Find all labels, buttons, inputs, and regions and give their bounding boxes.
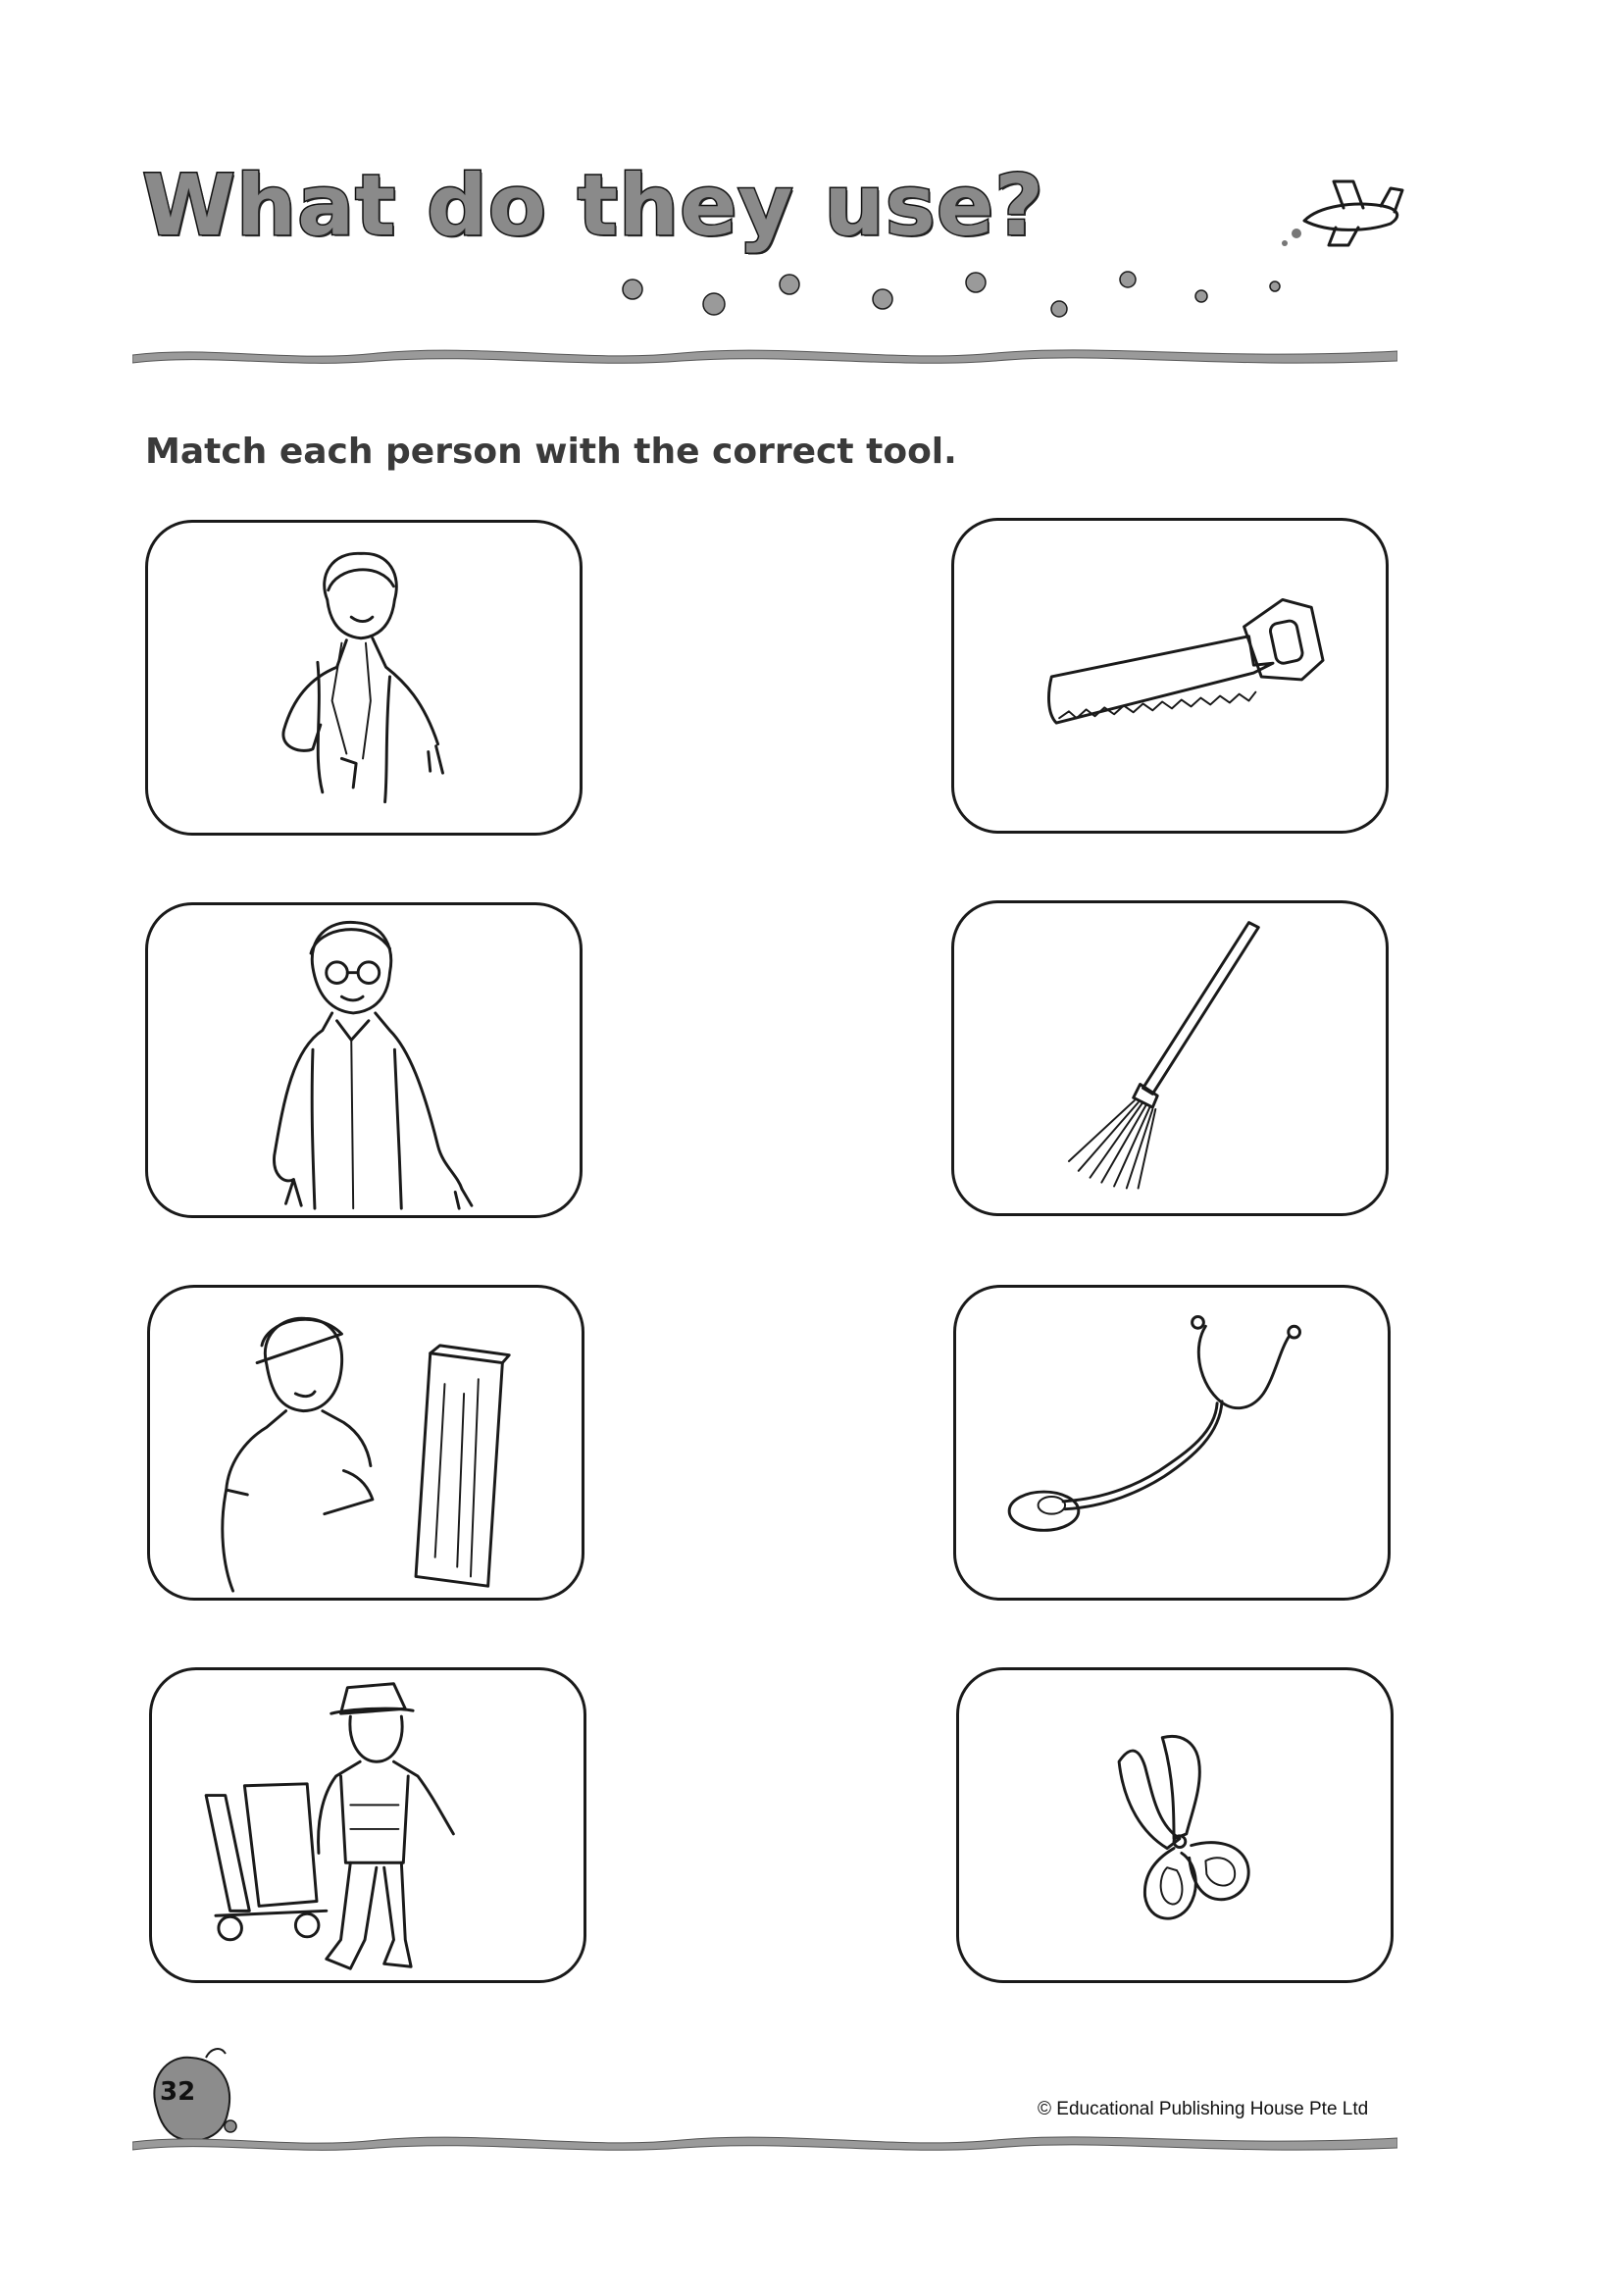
person-card-road-sweeper[interactable] — [149, 1667, 586, 1983]
tailor-icon — [148, 523, 580, 833]
carpenter-icon — [150, 1288, 582, 1598]
tool-card-scissors[interactable] — [956, 1667, 1394, 1983]
airplane-icon — [1275, 167, 1412, 255]
stethoscope-icon — [956, 1288, 1388, 1598]
copyright-notice: © Educational Publishing House Pte Ltd — [1038, 2099, 1369, 2119]
header-divider — [132, 341, 1397, 367]
flower-trail-decoration — [598, 255, 1304, 324]
page-number: 32 — [160, 2077, 196, 2107]
person-card-tailor[interactable] — [145, 520, 583, 836]
road-sweeper-icon — [152, 1670, 584, 1980]
broom-icon — [954, 903, 1386, 1213]
person-card-carpenter[interactable] — [147, 1285, 584, 1601]
worksheet-title: What do they use? — [142, 157, 1045, 255]
doctor-icon — [148, 905, 580, 1215]
person-card-doctor[interactable] — [145, 902, 583, 1218]
saw-icon — [954, 521, 1386, 831]
footer-divider — [132, 2128, 1397, 2154]
tool-card-broom[interactable] — [951, 900, 1389, 1216]
scissors-icon — [959, 1670, 1391, 1980]
tool-card-stethoscope[interactable] — [953, 1285, 1391, 1601]
instruction-text: Match each person with the correct tool. — [145, 432, 957, 472]
tool-card-saw[interactable] — [951, 518, 1389, 834]
